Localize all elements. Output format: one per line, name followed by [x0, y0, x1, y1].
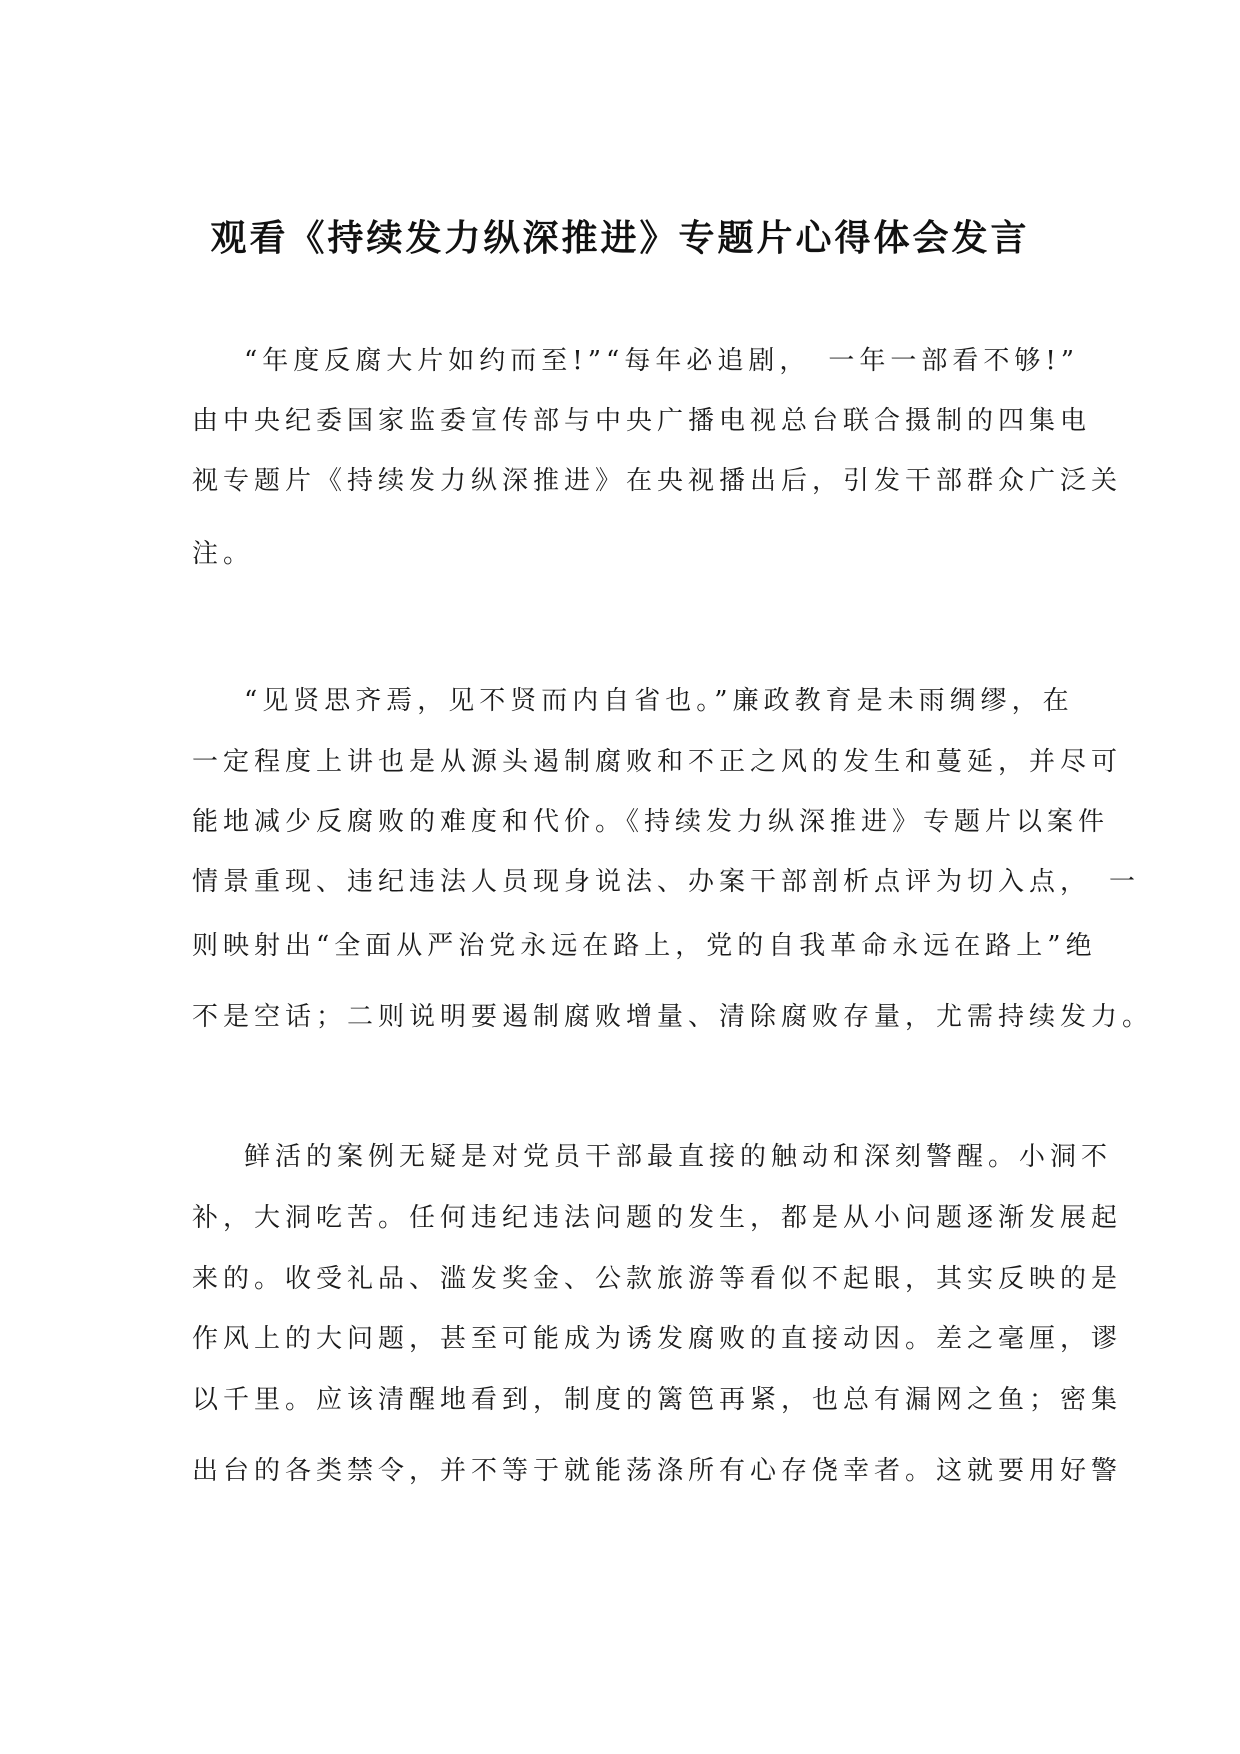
text-line: 能地减少反腐败的难度和代价。《持续发力纵深推进》专题片以案件 [192, 807, 1110, 837]
text-line: 以千里。应该清醒地看到，制度的篱笆再紧，也总有漏网之鱼；密集 [192, 1385, 1123, 1415]
text-line: 补，大洞吃苦。任何违纪违法问题的发生，都是从小问题逐渐发展起 [192, 1203, 1123, 1233]
text-line: 则映射出“全面从严治党永远在路上，党的自我革命永远在路上”绝 [192, 931, 1097, 961]
document-title: 观看《持续发力纵深推进》专题片心得体会发言 [210, 217, 1030, 259]
text-line: 情景重现、违纪违法人员现身说法、办案干部剖析点评为切入点， 一 [192, 867, 1141, 897]
text-line: 出台的各类禁令，并不等于就能荡涤所有心存侥幸者。这就要用好警 [192, 1456, 1123, 1486]
text-line: “年度反腐大片如约而至!”“每年必追剧， 一年一部看不够!” [244, 346, 1080, 376]
text-line: 视专题片《持续发力纵深推进》在央视播出后，引发干部群众广泛关 [192, 466, 1123, 496]
text-line: 来的。收受礼品、滥发奖金、公款旅游等看似不起眼，其实反映的是 [192, 1264, 1123, 1294]
text-line: 鲜活的案例无疑是对党员干部最直接的触动和深刻警醒。小洞不 [244, 1142, 1113, 1172]
text-line: 不是空话；二则说明要遏制腐败增量、清除腐败存量，尤需持续发力。 [192, 1002, 1154, 1032]
text-line: 注。 [192, 539, 255, 569]
text-line: “见贤思齐焉，见不贤而内自省也。”廉政教育是未雨绸缪，在 [244, 686, 1074, 716]
text-line: 作风上的大问题，甚至可能成为诱发腐败的直接动因。差之毫厘，谬 [192, 1324, 1123, 1354]
text-line: 由中央纪委国家监委宣传部与中央广播电视总台联合摄制的四集电 [192, 406, 1092, 436]
text-line: 一定程度上讲也是从源头遏制腐败和不正之风的发生和蔓延，并尽可 [192, 747, 1123, 777]
